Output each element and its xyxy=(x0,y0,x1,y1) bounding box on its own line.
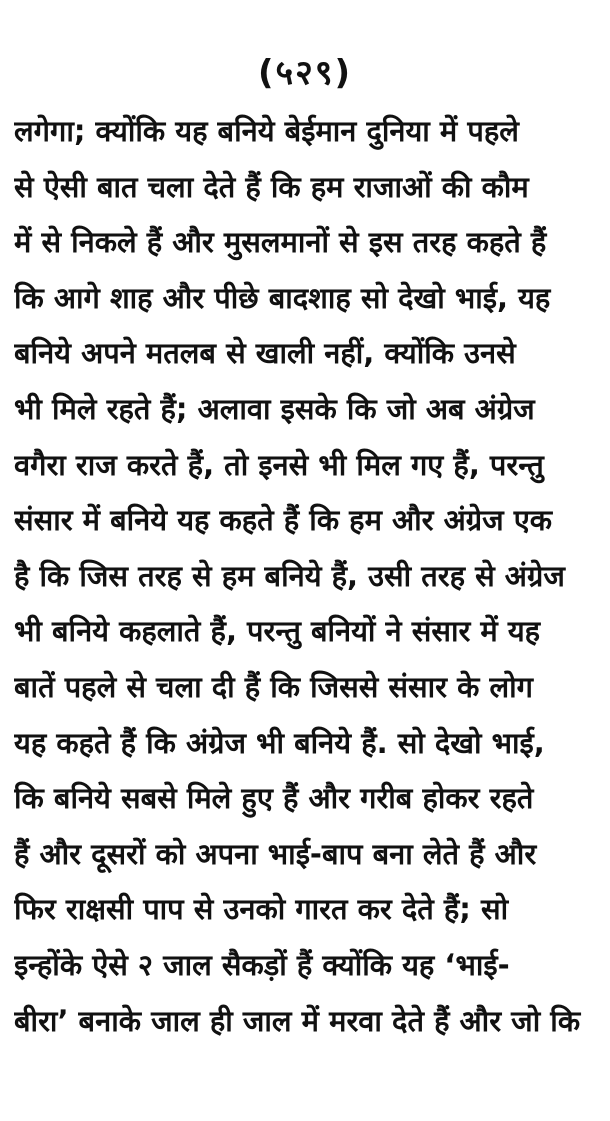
text-line: लगेगा; क्योंकि यह बनिये बेईमान दुनिया में पहले xyxy=(14,114,519,148)
text-line: वगैरा राज करते हैं, तो इनसे भी मिल गए हैं, परन्तु xyxy=(14,447,544,482)
text-line: इन्होंके ऐसे २ जाल सैकड़ों हैं क्योंकि यह ‘भाई- xyxy=(14,947,510,982)
text-line: से ऐसी बात चला देते हैं कि हम राजाओं की कौम xyxy=(14,169,529,204)
text-line: बनिये अपने मतलब से खाली नहीं, क्योंकि उनसे xyxy=(14,336,516,371)
text-line: हैं और दूसरों को अपना भाई-बाप बना लेते हैं और xyxy=(14,836,537,871)
text-line: भी बनिये कहलाते हैं, परन्तु बनियों ने संसार में यह xyxy=(14,614,541,649)
page-number: (५२९) xyxy=(257,53,353,93)
text-line: बीरा’ बनाके जाल ही जाल में मरवा देते हैं और जो कि xyxy=(14,1003,581,1038)
text-line: फिर राक्षसी पाप से उनको गारत कर देते हैं; सो xyxy=(14,892,509,927)
text-line: संसार में बनिये यह कहते हैं कि हम और अंग्रेज एक xyxy=(14,503,553,538)
text-line: बातें पहले से चला दी हैं कि जिससे संसार के लोग xyxy=(14,669,533,704)
text-line: है कि जिस तरह से हम बनिये हैं, उसी तरह से अंग्रेज xyxy=(14,558,565,593)
text-line: कि बनिये सबसे मिले हुए हैं और गरीब होकर रहते xyxy=(14,781,534,816)
text-line: यह कहते हैं कि अंग्रेज भी बनिये हैं. सो देखो भाई, xyxy=(14,725,545,760)
text-line: कि आगे शाह और पीछे बादशाह सो देखो भाई, यह xyxy=(14,280,551,315)
text-line: में से निकले हैं और मुसलमानों से इस तरह कहते हैं xyxy=(14,225,547,260)
body-text xyxy=(14,104,602,1049)
text-line: भी मिले रहते हैं; अलावा इसके कि जो अब अंग्रेज xyxy=(14,391,535,426)
